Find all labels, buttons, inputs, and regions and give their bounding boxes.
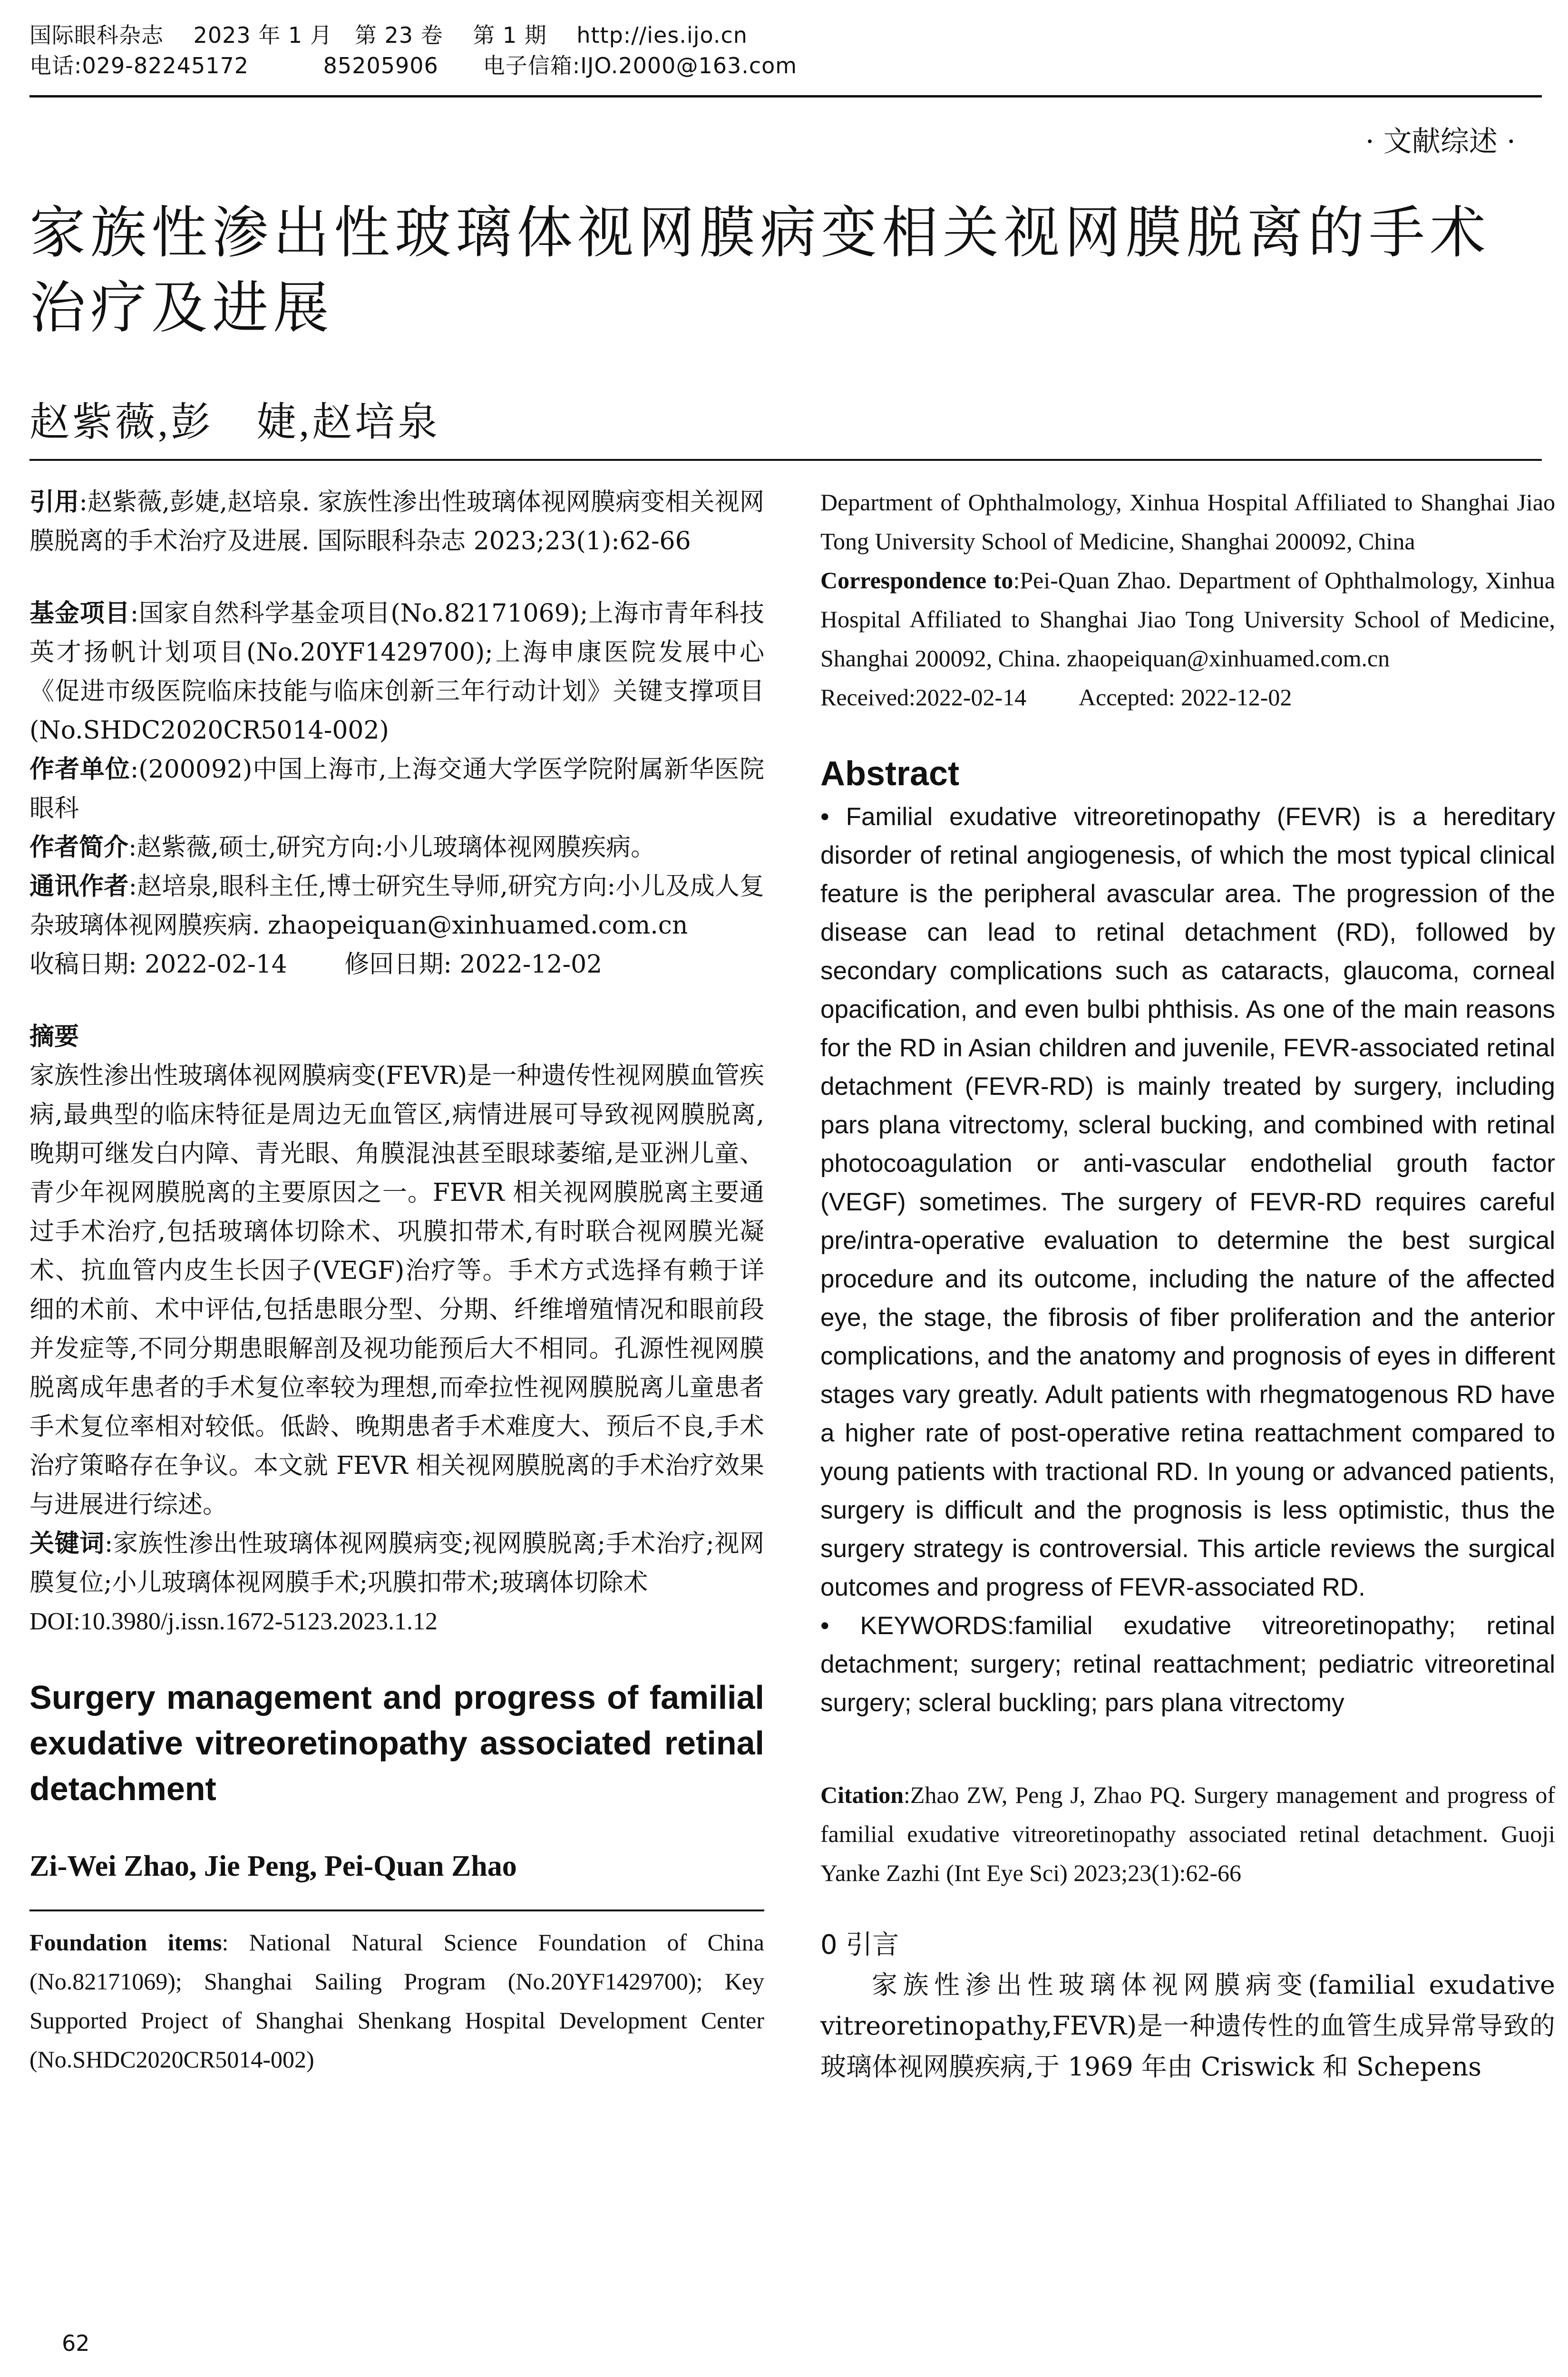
title-rule bbox=[29, 459, 1542, 461]
citation-text: :赵紫薇,彭婕,赵培泉. 家族性渗出性玻璃体视网膜病变相关视网膜脱离的手术治疗及进展. 国际眼科杂志 2023;23(1):62-66 bbox=[29, 488, 764, 555]
abstract-heading-cn: 摘要 bbox=[29, 1023, 79, 1051]
department-en: Department of Ophthalmology, Xinhua Hospital Affiliated to Shanghai Jiao Tong University School of Medicine, Shanghai 200092, China bbox=[820, 489, 1555, 555]
abstract-en: • Familial exudative vitreoretinopathy (FEVR) is a hereditary disorder of retinal angiogenesis, of which the most typical clinical feature is the peripheral avascular area. The progression of the disease can lead to retinal detachment (RD), followed by secondary complications such as cataracts, glaucoma, corneal opacification, and even bulbi phthisis. As one of the main reasons for the RD in Asian children and juvenile, FEVR-associated retinal detachment (FEVR-RD) is mainly treated by surgery, including pars plana vitrectomy, scleral bucking, and combined with retinal photocoagulation or anti-vascular endothelial grouth factor (VEGF) sometimes. The surgery of FEVR-RD requires careful pre/intra-operative evaluation to determine the best surgical procedure and its outcome, including the nature of the affected eye, the stage, the fibrosis of fiber proliferation and the anterior complications, and the anatomy and prognosis of eyes in different stages vary greatly. Adult patients with rhegmatogenous RD have a higher rate of post-operative retina reattachment compared to young patients with tractional RD. In young or advanced patients, surgery is difficult and the prognosis is less optimistic, thus the surgery strategy is controversial. This article reviews the surgical outcomes and progress of FEVR-associated RD. bbox=[820, 803, 1555, 1601]
unit-cn bbox=[29, 750, 764, 828]
doi: DOI:10.3980/j.issn.1672-5123.2023.1.12 bbox=[29, 1608, 438, 1635]
citation-en-label: Citation bbox=[820, 1782, 904, 1808]
section-label: · 文献综述 · bbox=[1365, 125, 1516, 158]
unit-text: :(200092)中国上海市,上海交通大学医学院附属新华医院眼科 bbox=[29, 755, 764, 823]
header-line-1: 国际眼科杂志 2023 年 1 月 第 23 卷 第 1 期 http://ies.ijo.cn bbox=[29, 22, 748, 48]
fund-cn bbox=[29, 594, 764, 750]
keywords-cn bbox=[29, 1524, 764, 1602]
left-column bbox=[29, 483, 764, 2079]
fund-label: 基金项目 bbox=[29, 599, 130, 628]
foundation-label: Foundation items bbox=[29, 1929, 222, 1956]
correspondence-label: Correspondence to bbox=[820, 567, 1013, 594]
page-number: 62 bbox=[62, 2330, 90, 2356]
header-line-2: 电话:029-82245172 85205906 电子信箱:IJO.2000@163.com bbox=[29, 53, 798, 78]
foundation-text: : National Natural Science Foundation of China (No.82171069); Shanghai Sailing Program (No.20YF1429700); Key Supported Project of Shanghai Shenkang Hospital Development Center (No.SHDC2020CR5014-002) bbox=[29, 1929, 764, 2073]
dates-en: Received:2022-02-14 Accepted: 2022-12-02 bbox=[820, 684, 1292, 711]
dates-cn: 收稿日期: 2022-02-14 修回日期: 2022-12-02 bbox=[29, 950, 603, 979]
citation-en bbox=[820, 1775, 1555, 1892]
keywords-label-en: • KEYWORDS bbox=[820, 1612, 1007, 1640]
corr-text: :赵培泉,眼科主任,博士研究生导师,研究方向:小儿及成人复杂玻璃体视网膜疾病. zhaopeiquan@xinhuamed.com.cn bbox=[29, 872, 764, 940]
abstract-cn: 家族性渗出性玻璃体视网膜病变(FEVR)是一种遗传性视网膜血管疾病,最典型的临床特征是周边无血管区,病情进展可导致视网膜脱离,晚期可继发白内障、青光眼、角膜混浊甚至眼球萎缩,是亚洲儿童、青少年视网膜脱离的主要原因之一。FEVR 相关视网膜脱离主要通过手术治疗,包括玻璃体切除术、巩膜扣带术,有时联合视网膜光凝术、抗血管内皮生长因子(VEGF)治疗等。手术方式选择有赖于详细的术前、术中评估,包括患眼分型、分期、纤维增殖情况和眼前段并发症等,不同分期患眼解剖及视功能预后大不相同。孔源性视网膜脱离成年患者的手术复位率较为理想,而牵拉性视网膜脱离儿童患者手术复位率相对较低。低龄、晚期患者手术难度大、预后不良,手术治疗策略存在争议。本文就 FEVR 相关视网膜脱离的手术治疗效果与进展进行综述。 bbox=[29, 1062, 764, 1519]
abstract-heading-en: Abstract bbox=[820, 755, 960, 793]
corr-label: 通讯作者 bbox=[29, 872, 129, 901]
correspondence-text: :Pei-Quan Zhao. Department of Ophthalmology, Xinhua Hospital Affiliated to Shanghai Jiao Tong University School of Medicine, Shanghai 200092, China. zhaopeiquan@xinhuamed.com.cn bbox=[820, 567, 1555, 672]
intro-heading: 0 引言 bbox=[820, 1929, 899, 1960]
citation-en-text: :Zhao ZW, Peng J, Zhao PQ. Surgery management and progress of familial exudative vitreoretinopathy associated retinal detachment. Guoji Yanke Zazhi (Int Eye Sci) 2023;23(1):62-66 bbox=[820, 1782, 1555, 1886]
keywords-en bbox=[820, 1607, 1555, 1722]
right-column bbox=[820, 483, 1555, 2087]
citation-cn bbox=[29, 483, 764, 561]
keywords-text-en: :familial exudative vitreoretinopathy; retinal detachment; surgery; retinal reattachment; pediatric vitreoretinal surgery; scleral buckling; pars plana vitrectomy bbox=[820, 1612, 1556, 1717]
corr-cn bbox=[29, 867, 764, 945]
header-rule bbox=[29, 95, 1542, 97]
citation-label: 引用 bbox=[29, 488, 79, 516]
intro-text: 家族性渗出性玻璃体视网膜病变(familial exudative vitreoretinopathy,FEVR)是一种遗传性的血管生成异常导致的玻璃体视网膜疾病,于 1969 年由 Criswick 和 Schepens bbox=[820, 1970, 1555, 2082]
english-authors: Zi-Wei Zhao, Jie Peng, Pei-Quan Zhao bbox=[29, 1850, 517, 1882]
authors-cn: 赵紫薇,彭 婕,赵培泉 bbox=[29, 400, 441, 445]
bio-cn bbox=[29, 828, 764, 867]
keywords-text-cn: :家族性渗出性玻璃体视网膜病变;视网膜脱离;手术治疗;视网膜复位;小儿玻璃体视网膜手术;巩膜扣带术;玻璃体切除术 bbox=[29, 1529, 764, 1597]
fund-text: :国家自然科学基金项目(No.82171069);上海市青年科技英才扬帆计划项目(No.20YF1429700);上海申康医院发展中心《促进市级医院临床技能与临床创新三年行动计划》关键支撑项目(No.SHDC2020CR5014-002) bbox=[29, 599, 764, 745]
bio-text: :赵紫薇,硕士,研究方向:小儿玻璃体视网膜疾病。 bbox=[128, 833, 656, 862]
bio-label: 作者简介 bbox=[29, 833, 129, 862]
foundation-items bbox=[29, 1923, 764, 2079]
article-title: 家族性渗出性玻璃体视网膜病变相关视网膜脱离的手术治疗及进展 bbox=[29, 200, 1491, 341]
foundation-rule bbox=[29, 1909, 764, 1911]
journal-header bbox=[29, 20, 1542, 81]
keywords-label-cn: 关键词 bbox=[29, 1529, 105, 1558]
unit-label: 作者单位 bbox=[29, 755, 130, 784]
correspondence-en bbox=[820, 561, 1555, 678]
english-title: Surgery management and progress of familial exudative vitreoretinopathy associated retinal detachment bbox=[29, 1679, 764, 1807]
